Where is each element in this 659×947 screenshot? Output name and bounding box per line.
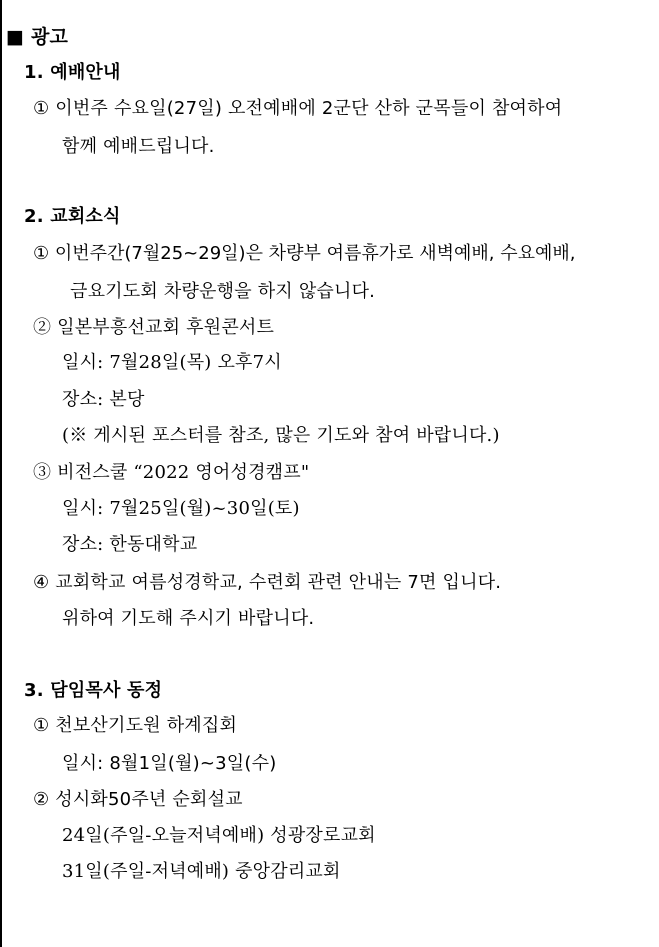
section-heading-pastor-schedule: 3. 담임목사 동정 [24,680,163,701]
news-item-3-line-1: ③ 비전스쿨 “2022 영어성경캠프" [33,462,310,483]
news-item-2-line-2: 일시: 7월28일(목) 오후7시 [62,352,282,373]
section-heading-worship: 1. 예배안내 [24,62,121,83]
pastor-item-2-line-2: 24일(주일-오늘저녁예배) 성광장로교회 [62,825,376,846]
left-border-line [0,0,2,947]
news-item-2-line-1: ② 일본부흥선교회 후원콘서트 [33,317,275,338]
worship-item-1-line-2: 함께 예배드립니다. [62,136,215,157]
news-item-1-line-1: ① 이번주간(7월25~29일)은 차량부 여름휴가로 새벽예배, 수요예배, [33,243,576,264]
news-item-2-line-4: (※ 게시된 포스터를 참조, 많은 기도와 참여 바랍니다.) [62,425,500,446]
news-item-3-line-2: 일시: 7월25일(월)~30일(토) [62,498,300,519]
page-title: ■ 광고 [6,26,69,48]
pastor-item-2-line-3: 31일(주일-저녁예배) 중앙감리교회 [62,861,341,882]
pastor-item-2-line-1: ② 성시화50주년 순회설교 [33,789,243,810]
news-item-4-line-2: 위하여 기도해 주시기 바랍니다. [62,608,315,629]
news-item-3-line-3: 장소: 한동대학교 [62,534,198,555]
news-item-4-line-1: ④ 교회학교 여름성경학교, 수련회 관련 안내는 7면 입니다. [33,572,502,593]
pastor-item-1-line-2: 일시: 8월1일(월)~3일(수) [62,753,277,774]
pastor-item-1-line-1: ① 천보산기도원 하계집회 [33,715,238,736]
news-item-1-line-2: 금요기도회 차량운행을 하지 않습니다. [70,281,376,302]
worship-item-1-line-1: ① 이번주 수요일(27일) 오전예배에 2군단 산하 군목들이 참여하여 [33,98,563,119]
news-item-2-line-3: 장소: 본당 [62,389,145,410]
section-heading-church-news: 2. 교회소식 [24,206,121,227]
